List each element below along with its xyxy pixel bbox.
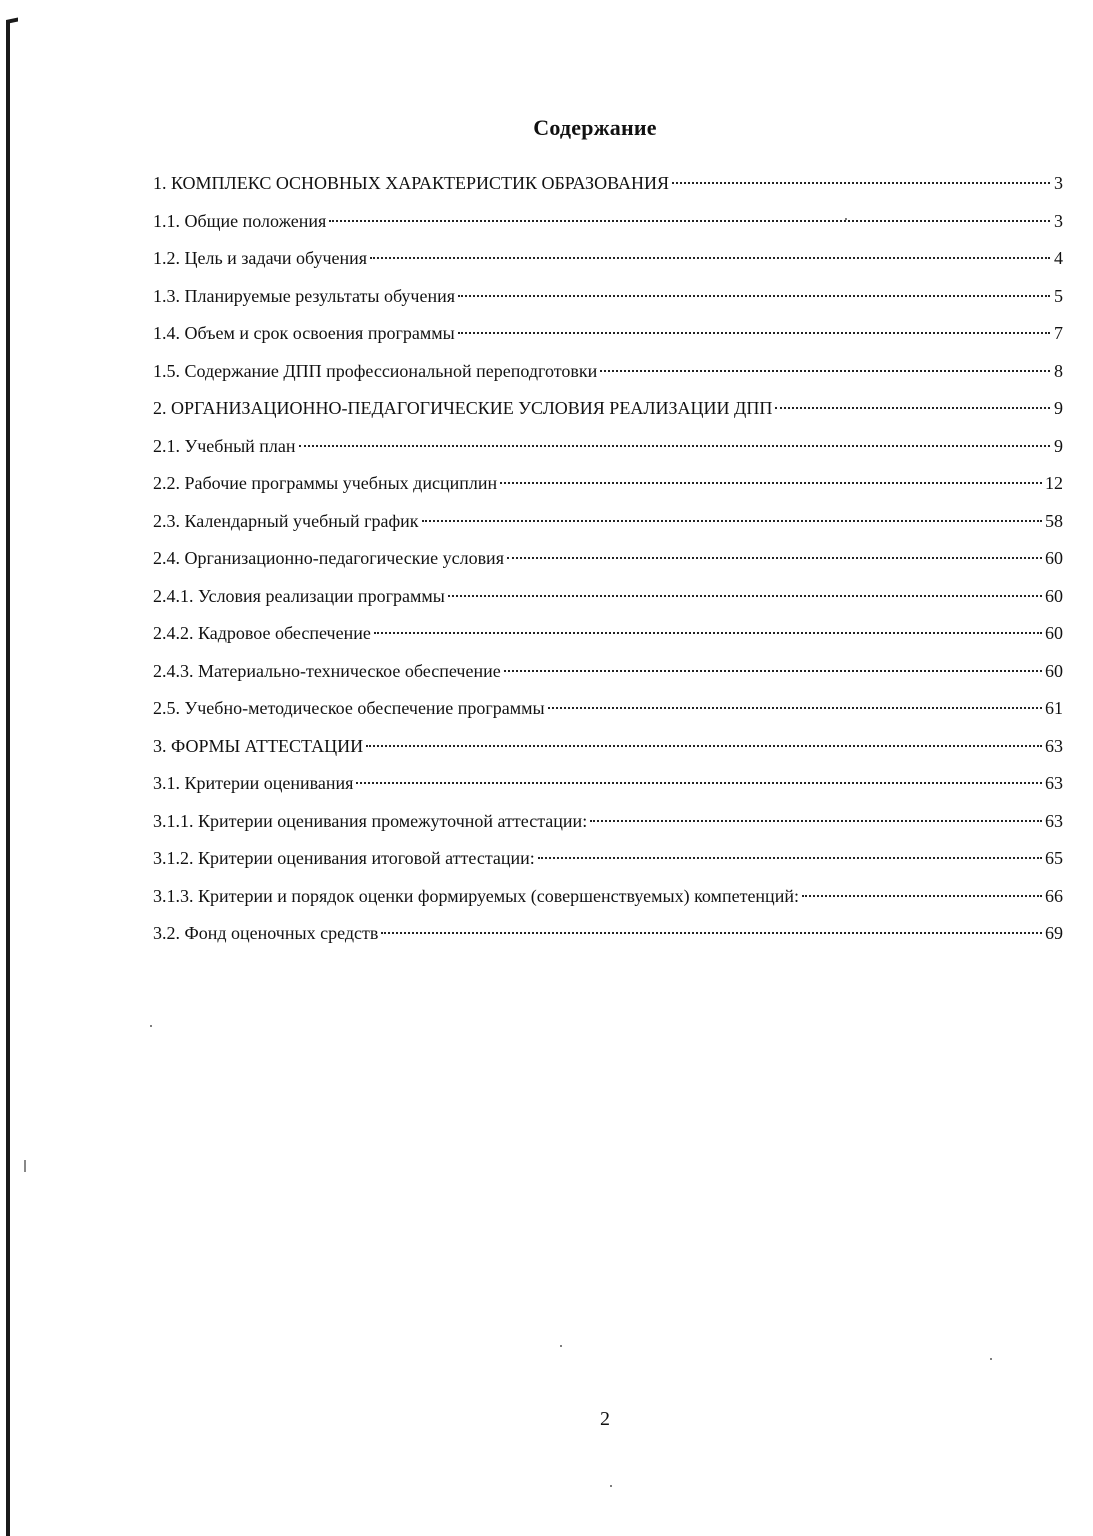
dot-leader	[600, 370, 1050, 372]
dot-leader	[500, 482, 1042, 484]
dot-leader	[374, 632, 1042, 634]
toc-entry	[153, 208, 1063, 246]
toc-entry	[153, 845, 1063, 883]
toc-entry-label: 3. ФОРМЫ АТТЕСТАЦИИ	[153, 735, 364, 756]
dot-leader	[299, 445, 1050, 447]
toc-entry-label: 2.3. Календарный учебный график	[153, 510, 419, 531]
dot-leader	[366, 745, 1042, 747]
toc-entry-label: 2.1. Учебный план	[153, 435, 296, 456]
toc-entry-page: 9	[1054, 398, 1063, 418]
dot-leader	[802, 895, 1042, 897]
toc-entry	[153, 470, 1063, 508]
toc-entry-label: 1.5. Содержание ДПП профессиональной переподготовки	[153, 360, 598, 381]
dot-leader	[672, 182, 1050, 184]
dot-leader	[458, 332, 1050, 334]
toc-entry-label: 2.2. Рабочие программы учебных дисциплин	[153, 473, 498, 493]
toc-entry	[153, 320, 1063, 358]
toc-entry-page: 69	[1045, 923, 1063, 943]
page-title: Содержание	[533, 114, 657, 140]
scan-speck	[150, 1025, 152, 1027]
toc-entry-label: 3.1.3. Критерии и порядок оценки формируемых (совершенствуемых) компетенций:	[153, 885, 799, 906]
dot-leader	[381, 932, 1042, 934]
toc-entry-label: 3.2. Фонд оценочных средств	[153, 923, 379, 943]
toc-entry	[153, 245, 1063, 283]
toc-entry-label: 2.4.3. Материально-техническое обеспечение	[153, 660, 501, 681]
scan-speck	[610, 1485, 612, 1487]
scan-line	[24, 1160, 26, 1172]
toc-entry-page: 60	[1045, 585, 1063, 606]
dot-leader	[775, 407, 1050, 409]
toc-entry-page: 5	[1054, 285, 1063, 306]
page-number: 2	[600, 1408, 610, 1430]
toc-entry-page: 12	[1045, 473, 1063, 493]
toc-entry-label: 3.1.2. Критерии оценивания итоговой аттестации:	[153, 848, 535, 868]
toc-entry-label: 1.3. Планируемые результаты обучения	[153, 285, 456, 306]
dot-leader	[538, 857, 1042, 859]
toc-entry-label: 2.4.1. Условия реализации программы	[153, 585, 445, 606]
dot-leader	[329, 220, 1050, 222]
toc-entry-page: 66	[1045, 885, 1063, 906]
toc-entry	[153, 508, 1063, 546]
toc-entry	[153, 170, 1063, 208]
scan-speck	[990, 1358, 992, 1360]
toc-entry-label: 3.1.1. Критерии оценивания промежуточной аттестации:	[153, 810, 588, 831]
toc-entry-label: 2.4.2. Кадровое обеспечение	[153, 623, 371, 643]
toc-entry-page: 7	[1054, 323, 1063, 343]
toc-entry-page: 58	[1045, 510, 1063, 531]
dot-leader	[448, 595, 1042, 597]
toc-entry-page: 3	[1054, 173, 1063, 193]
dot-leader	[507, 557, 1042, 559]
toc-entry	[153, 545, 1063, 583]
toc-entry-page: 9	[1054, 435, 1063, 456]
toc-entry	[153, 733, 1063, 771]
dot-leader	[356, 782, 1042, 784]
toc-entry-page: 3	[1054, 210, 1063, 231]
toc-entry	[153, 695, 1063, 733]
toc-entry-page: 65	[1045, 848, 1063, 868]
toc-entry	[153, 920, 1063, 958]
dot-leader	[422, 520, 1043, 522]
toc-entry-page: 60	[1045, 660, 1063, 681]
toc-entry-page: 8	[1054, 360, 1063, 381]
scan-speck	[560, 1345, 562, 1347]
toc-entry-label: 1.1. Общие положения	[153, 210, 327, 231]
toc-entry-page: 63	[1045, 773, 1063, 793]
dot-leader	[370, 257, 1050, 259]
toc-entry-label: 3.1. Критерии оценивания	[153, 773, 354, 793]
toc-entry	[153, 358, 1063, 396]
binding-edge-corner	[6, 17, 18, 24]
toc-entry	[153, 770, 1063, 808]
table-of-contents	[153, 170, 1063, 958]
toc-entry-label: 1. КОМПЛЕКС ОСНОВНЫХ ХАРАКТЕРИСТИК ОБРАЗОВАНИЯ	[153, 173, 669, 193]
toc-entry	[153, 583, 1063, 621]
toc-entry-page: 60	[1045, 623, 1063, 643]
toc-entry-page: 61	[1045, 698, 1063, 718]
toc-entry	[153, 883, 1063, 921]
toc-entry	[153, 808, 1063, 846]
toc-entry-page: 60	[1045, 548, 1063, 568]
toc-entry-page: 4	[1054, 248, 1063, 268]
toc-entry	[153, 620, 1063, 658]
toc-entry-label: 2. ОРГАНИЗАЦИОННО-ПЕДАГОГИЧЕСКИЕ УСЛОВИЯ РЕАЛИЗАЦИИ ДПП	[153, 398, 773, 418]
toc-entry-label: 1.4. Объем и срок освоения программы	[153, 323, 455, 343]
toc-entry-label: 1.2. Цель и задачи обучения	[153, 248, 368, 268]
toc-entry-label: 2.5. Учебно-методическое обеспечение программы	[153, 698, 545, 718]
toc-entry	[153, 433, 1063, 471]
dot-leader	[504, 670, 1042, 672]
toc-entry-label: 2.4. Организационно-педагогические условия	[153, 548, 504, 568]
toc-entry	[153, 658, 1063, 696]
binding-edge	[6, 20, 10, 1536]
dot-leader	[458, 295, 1050, 297]
toc-entry-page: 63	[1045, 735, 1063, 756]
toc-entry-page: 63	[1045, 810, 1063, 831]
dot-leader	[590, 820, 1042, 822]
toc-entry	[153, 283, 1063, 321]
toc-entry	[153, 395, 1063, 433]
dot-leader	[548, 707, 1042, 709]
